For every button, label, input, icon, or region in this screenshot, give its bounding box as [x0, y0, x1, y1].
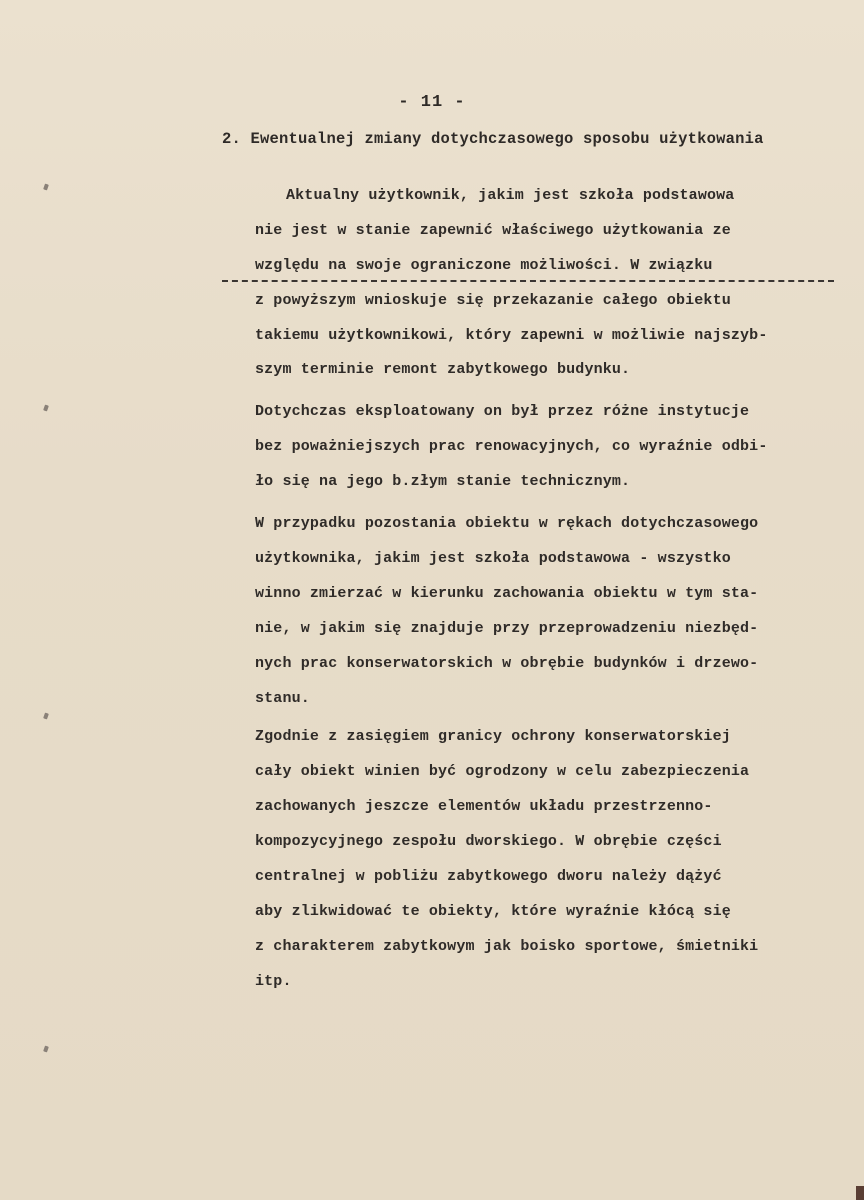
punch-hole-mark — [43, 404, 49, 411]
punch-hole-mark — [43, 1045, 49, 1052]
text-line: winno zmierzać w kierunku zachowania obiektu w tym sta- — [255, 585, 759, 602]
text-line: użytkownika, jakim jest szkoła podstawowa - wszystko — [255, 550, 731, 567]
text-line: szym terminie remont zabytkowego budynku. — [255, 361, 631, 378]
text-line: nie jest w stanie zapewnić właściwego użytkowania ze — [255, 222, 731, 239]
text-line: aby zlikwidować te obiekty, które wyraźnie kłócą się — [255, 903, 731, 920]
heading-underline — [222, 280, 834, 282]
text-line: Dotychczas eksploatowany on był przez różne instytucje — [255, 403, 750, 420]
text-line: nie, w jakim się znajduje przy przeprowadzeniu niezbęd- — [255, 620, 759, 637]
text-line: W przypadku pozostania obiektu w rękach dotychczasowego — [255, 515, 759, 532]
text-line: Zgodnie z zasięgiem granicy ochrony konserwatorskiej — [255, 728, 731, 745]
scan-edge-mark — [856, 1186, 864, 1200]
text-line: itp. — [255, 973, 292, 990]
text-line: stanu. — [255, 690, 310, 707]
punch-hole-mark — [43, 712, 49, 719]
text-line: ło się na jego b.złym stanie technicznym. — [255, 473, 631, 490]
text-line: cały obiekt winien być ogrodzony w celu zabezpieczenia — [255, 763, 750, 780]
text-line: względu na swoje ograniczone możliwości. W związku — [255, 257, 713, 274]
text-line: kompozycyjnego zespołu dworskiego. W obrębie części — [255, 833, 722, 850]
text-line: takiemu użytkownikowi, który zapewni w możliwie najszyb- — [255, 327, 768, 344]
section-heading — [222, 130, 842, 148]
text-line: zachowanych jeszcze elementów układu przestrzenno- — [255, 798, 713, 815]
text-line: nych prac konserwatorskich w obrębie budynków i drzewo- — [255, 655, 759, 672]
page-number: - 11 - — [398, 93, 466, 112]
text-line: bez poważniejszych prac renowacyjnych, co wyraźnie odbi- — [255, 438, 768, 455]
section-heading-text: 2. Ewentualnej zmiany dotychczasowego sposobu użytkowania — [222, 130, 764, 148]
punch-hole-mark — [43, 183, 49, 190]
text-line: z charakterem zabytkowym jak boisko sportowe, śmietniki — [255, 938, 759, 955]
text-line: centralnej w pobliżu zabytkowego dworu należy dążyć — [255, 868, 722, 885]
text-line: z powyższym wnioskuje się przekazanie całego obiektu — [255, 292, 731, 309]
text-line: Aktualny użytkownik, jakim jest szkoła podstawowa — [286, 187, 735, 204]
